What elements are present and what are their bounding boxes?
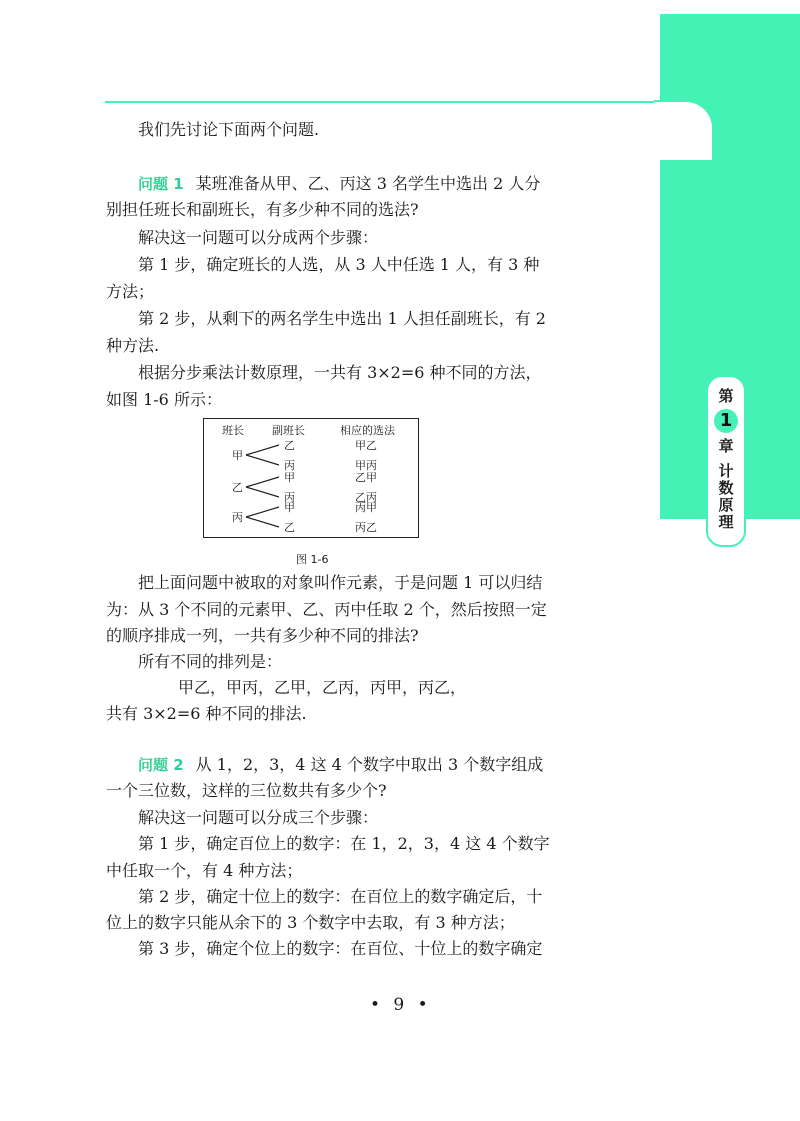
intro-text: 我们先讨论下面两个问题. [138, 120, 320, 139]
deputy-node: 甲 [284, 501, 295, 514]
problem1-line: 根据分步乘法计数原理，一共有 3×2=6 种不同的方法， [138, 363, 542, 382]
problem2-text: 从 1，2，3，4 这 4 个数字中取出 3 个数字组成 [195, 755, 544, 774]
problem2-text-cont: 一个三位数，这样的三位数共有多少个? [106, 781, 387, 800]
deputy-node: 甲 [284, 471, 295, 484]
result-item: 乙甲 [355, 471, 377, 484]
result-item: 乙丙 [355, 491, 377, 504]
problem2-line: 第 2 步，确定十位上的数字：在百位上的数字确定后，十 [138, 887, 543, 906]
problem1-label: 问题 1 [138, 175, 184, 193]
chapter-title-char: 理 [718, 513, 734, 531]
chapter-title-char: 数 [718, 479, 734, 497]
header-rule-corner [654, 100, 714, 160]
problem1-line: 种方法. [106, 336, 160, 355]
permutation-list: 甲乙，甲丙，乙甲，乙丙，丙甲，丙乙， [178, 678, 467, 697]
problem1-line: 解决这一问题可以分成两个步骤： [138, 228, 379, 247]
problem1-first-line [138, 174, 540, 194]
deputy-node: 丙 [284, 491, 295, 504]
result-item: 甲乙 [355, 439, 377, 452]
problem2-label: 问题 2 [138, 756, 184, 774]
problem2-line: 第 3 步，确定个位上的数字：在百位、十位上的数字确定 [138, 939, 543, 958]
result-item: 甲丙 [355, 459, 377, 472]
branch-line [246, 445, 279, 455]
result-item: 丙甲 [355, 501, 377, 514]
chapter-title-char: 计 [718, 462, 734, 480]
paragraph-line: 的顺序排成一列，一共有多少种不同的排法? [106, 626, 419, 645]
deputy-node: 乙 [284, 521, 295, 534]
problem2-first-line [138, 755, 543, 775]
problem1-text-cont: 别担任班长和副班长，有多少种不同的选法? [106, 200, 419, 219]
problem2-line: 中任取一个，有 4 种方法； [106, 861, 303, 880]
chapter-tab [706, 375, 746, 547]
header-leader: 班长 [222, 424, 244, 437]
branch-line [246, 507, 279, 517]
problem1-text: 某班准备从甲、乙、丙这 3 名学生中选出 2 人分 [195, 174, 541, 193]
branch-line [246, 517, 279, 527]
chapter-title-char: 原 [718, 496, 734, 514]
header-result: 相应的选法 [340, 424, 395, 437]
chapter-number-badge: 1 [714, 409, 738, 433]
problem1-line: 如图 1-6 所示： [106, 390, 222, 409]
tree-diagram [203, 418, 419, 538]
problem1-line: 第 1 步，确定班长的人选，从 3 人中任选 1 人，有 3 种 [138, 255, 540, 274]
page-number: • 9 • [370, 995, 432, 1015]
deputy-node: 丙 [284, 459, 295, 472]
problem2-line: 解决这一问题可以分成三个步骤： [138, 808, 379, 827]
header-deputy: 副班长 [272, 424, 305, 437]
problem2-line: 位上的数字只能从余下的 3 个数字中去取，有 3 种方法； [106, 913, 515, 932]
leader-node: 甲 [232, 449, 243, 462]
chapter-tab-di: 第 [718, 387, 734, 405]
paragraph-line: 为：从 3 个不同的元素甲、乙、丙中任取 2 个，然后按照一定 [106, 600, 547, 619]
paragraph-line: 把上面问题中被取的对象叫作元素，于是问题 1 可以归结 [138, 573, 543, 592]
branch-line [246, 487, 279, 497]
chapter-title [708, 463, 744, 531]
problem1-line: 第 2 步，从剩下的两名学生中选出 1 人担任副班长，有 2 [138, 309, 546, 328]
figure-caption: 图 1-6 [296, 553, 329, 566]
paragraph-line: 所有不同的排列是： [138, 652, 283, 671]
header-rule [105, 101, 660, 103]
paragraph-line: 共有 3×2=6 种不同的排法. [106, 704, 307, 723]
deputy-node: 乙 [284, 439, 295, 452]
branch-line [246, 477, 279, 487]
problem2-line: 第 1 步，确定百位上的数字：在 1，2，3，4 这 4 个数字 [138, 834, 550, 853]
branch-line [246, 455, 279, 465]
leader-node: 乙 [232, 481, 243, 494]
result-item: 丙乙 [355, 521, 377, 534]
leader-node: 丙 [232, 511, 243, 524]
problem1-line: 方法； [106, 282, 155, 301]
chapter-tab-zhang: 章 [718, 437, 734, 455]
